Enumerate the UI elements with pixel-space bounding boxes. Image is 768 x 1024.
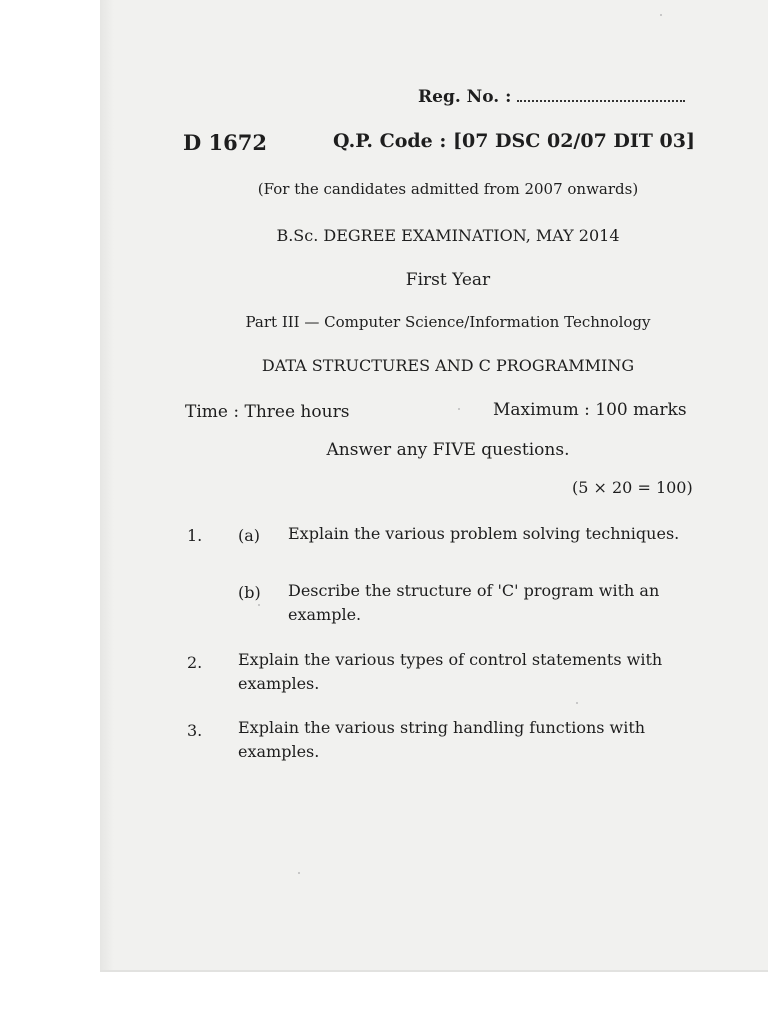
scan-speck — [576, 702, 578, 704]
time-label: Time : Three hours — [185, 402, 350, 422]
part-label: Part III — Computer Science/Information Technology — [245, 313, 651, 331]
candidates-note: (For the candidates admitted from 2007 onwards) — [257, 180, 639, 198]
question-number: 3. — [187, 721, 203, 740]
question-part-label: (b) — [238, 583, 261, 602]
qp-code: Q.P. Code : [07 DSC 02/07 DIT 03] — [333, 130, 695, 152]
scan-speck — [458, 408, 460, 410]
subject-title: DATA STRUCTURES AND C PROGRAMMING — [261, 356, 635, 375]
instruction: Answer any FIVE questions. — [326, 440, 570, 460]
scan-speck — [258, 604, 260, 606]
question-number: 1. — [187, 526, 203, 545]
question-text: Explain the various types of control statements with examples. — [238, 650, 663, 693]
paper-edge — [100, 0, 114, 970]
question-text: Describe the structure of 'C' program with an example. — [288, 581, 660, 624]
question-text: Explain the various string handling functions with examples. — [238, 718, 646, 761]
reg-number-blank — [517, 86, 685, 102]
reg-label: Reg. No. : — [418, 87, 512, 107]
question-part-label: (a) — [238, 526, 261, 545]
question-number: 2. — [187, 653, 203, 672]
exam-title: B.Sc. DEGREE EXAMINATION, MAY 2014 — [276, 226, 620, 245]
scan-speck — [660, 14, 662, 16]
paper-code: D 1672 — [183, 130, 267, 155]
marks-formula: (5 × 20 = 100) — [572, 478, 693, 497]
reg-number-field — [418, 86, 685, 107]
question-text: Explain the various problem solving techniques. — [288, 524, 680, 543]
scan-speck — [298, 872, 300, 874]
year-label: First Year — [405, 270, 491, 290]
max-marks: Maximum : 100 marks — [493, 400, 687, 420]
